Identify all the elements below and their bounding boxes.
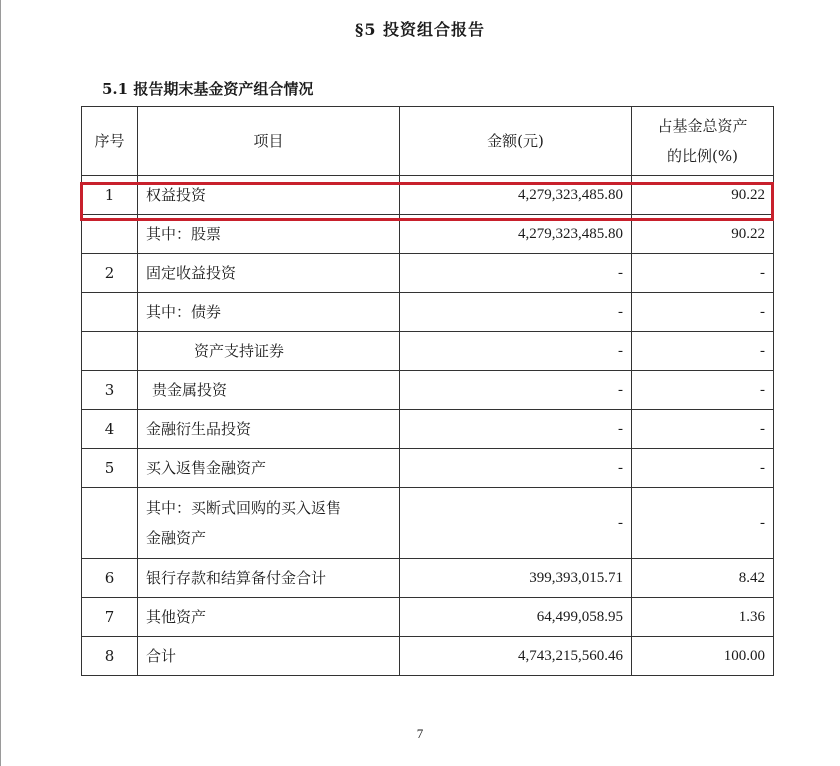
row-item: 其他资产 [138,598,400,637]
row-no: 1 [82,176,138,215]
row-ratio: - [632,293,774,332]
row-no: 4 [82,410,138,449]
subsection-title: 5.1 报告期末基金资产组合情况 [102,80,314,98]
table-row [82,371,774,410]
row-amount: - [400,410,632,449]
table-row [82,488,774,559]
row-ratio: - [632,410,774,449]
header-ratio-line1: 占基金总资产 [657,117,748,135]
asset-portfolio-table [81,106,774,676]
table-row [82,215,774,254]
row-amount: - [400,371,632,410]
row-no: 3 [82,371,138,410]
table-row [82,332,774,371]
row-ratio: 8.42 [632,559,774,598]
row-ratio: - [632,371,774,410]
row-no [82,332,138,371]
row-item: 固定收益投资 [138,254,400,293]
row-ratio: 1.36 [632,598,774,637]
row-no [82,215,138,254]
row-no [82,488,138,559]
row-amount: 4,279,323,485.80 [400,215,632,254]
header-no: 序号 [82,107,138,176]
table-row [82,293,774,332]
table-row [82,176,774,215]
table-header-row [82,107,774,176]
row-amount: 4,279,323,485.80 [400,176,632,215]
row-item-line1: 其中：买断式回购的买入返售 [146,499,342,517]
row-item [138,488,400,559]
header-ratio [632,107,774,176]
section-title: §5 投资组合报告 [354,20,486,39]
row-ratio: 90.22 [632,176,774,215]
row-amount: - [400,332,632,371]
row-item: 金融衍生品投资 [138,410,400,449]
row-ratio: - [632,254,774,293]
table-row [82,637,774,676]
row-no [82,293,138,332]
row-no: 7 [82,598,138,637]
table-row [82,598,774,637]
row-no: 6 [82,559,138,598]
table-row [82,254,774,293]
row-item: 权益投资 [138,176,400,215]
row-no: 8 [82,637,138,676]
row-ratio: - [632,488,774,559]
table-row [82,559,774,598]
row-amount: - [400,488,632,559]
row-amount: 399,393,015.71 [400,559,632,598]
row-item-line2: 金融资产 [146,529,207,547]
row-item: 合计 [138,637,400,676]
header-amount: 金额(元) [400,107,632,176]
table-row [82,449,774,488]
row-amount: - [400,449,632,488]
row-item: 其中：股票 [138,215,400,254]
row-amount: 4,743,215,560.46 [400,637,632,676]
table-row [82,410,774,449]
row-item: 资产支持证券 [138,332,400,371]
page-number: 7 [416,726,424,741]
row-ratio: - [632,449,774,488]
row-item: 贵金属投资 [138,371,400,410]
row-item: 买入返售金融资产 [138,449,400,488]
row-item: 银行存款和结算备付金合计 [138,559,400,598]
row-amount: - [400,254,632,293]
row-no: 2 [82,254,138,293]
row-no: 5 [82,449,138,488]
header-ratio-line2: 的比例(%) [667,147,738,165]
header-item: 项目 [138,107,400,176]
row-amount: - [400,293,632,332]
row-item: 其中：债券 [138,293,400,332]
row-ratio: 90.22 [632,215,774,254]
row-amount: 64,499,058.95 [400,598,632,637]
page-edge [0,0,1,766]
row-ratio: - [632,332,774,371]
row-ratio: 100.00 [632,637,774,676]
